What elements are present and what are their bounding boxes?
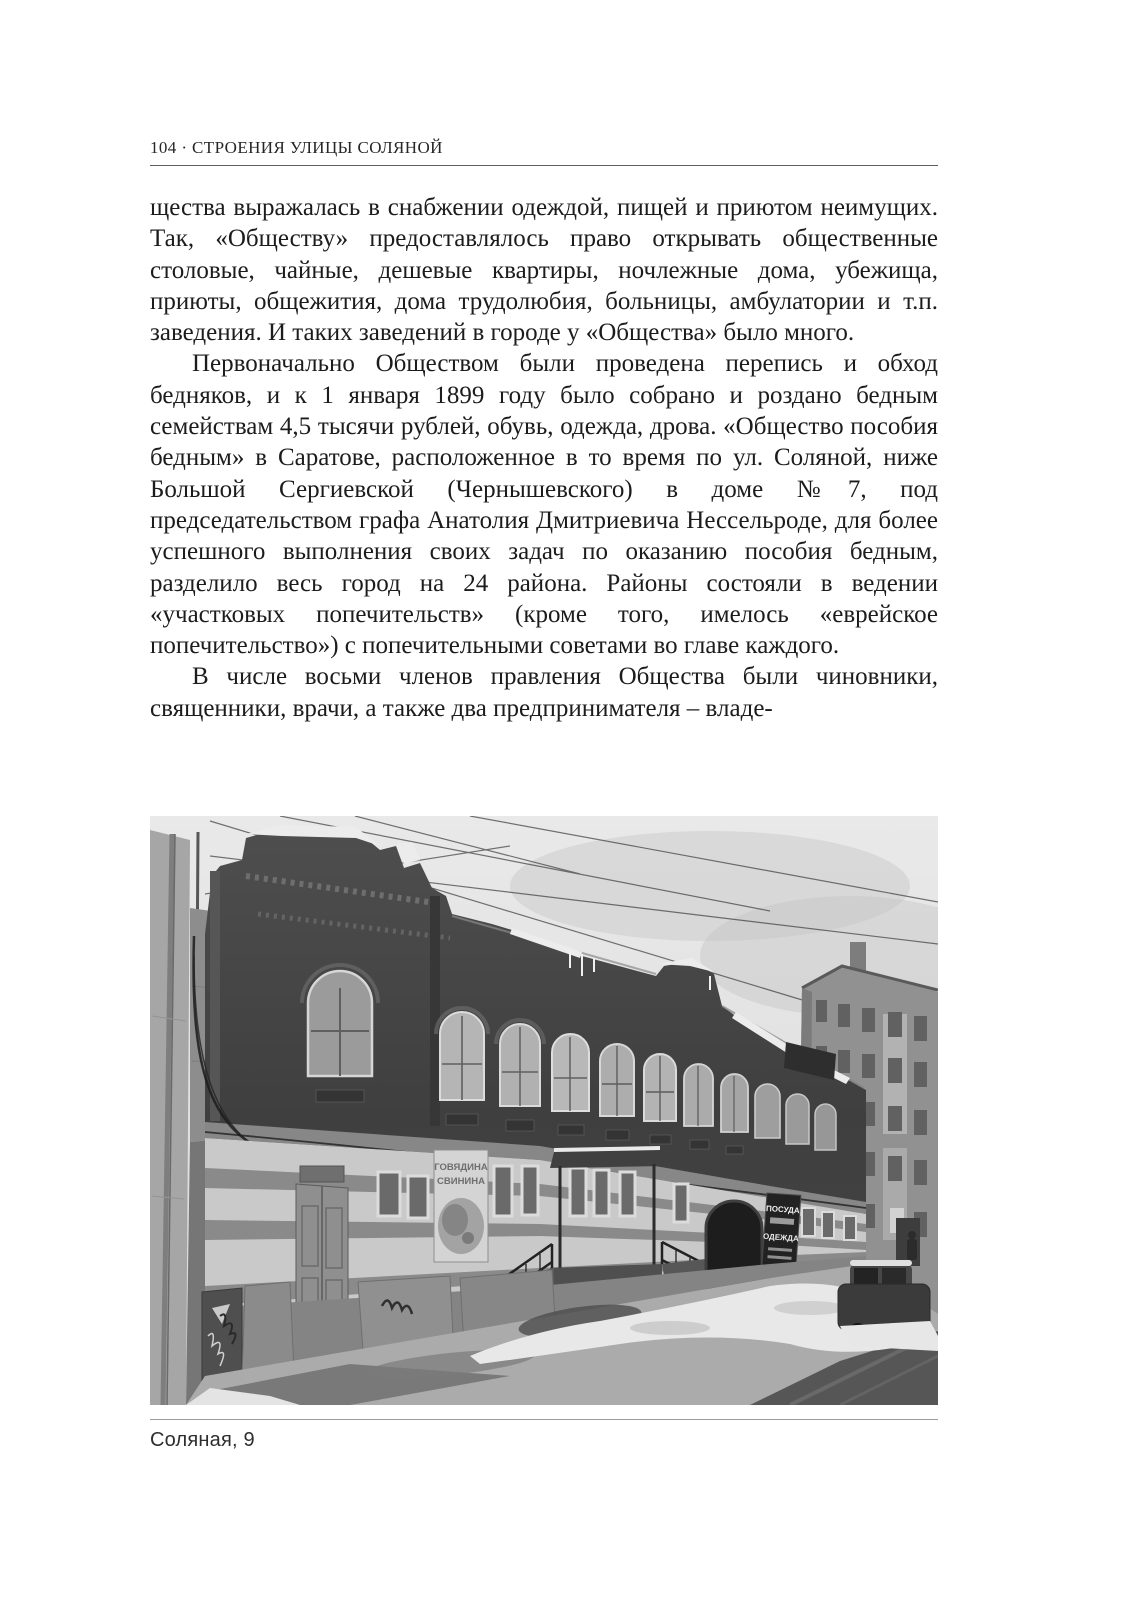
shop-board-line1: ПОСУДА xyxy=(765,1203,800,1216)
paragraph: щества выражалась в снабжении одеждой, пищей и приютом неимущих. Так, «Обществу» предоставлялось право открывать общественные столовые, чайные, дешевые квартиры, ночлежные дома, убежища, приюты, общежития, дома трудолюбия, больницы, амбулатории и т.п. заведения. И таких заведений в городе у «Общества» было много. xyxy=(150,194,938,347)
photo-caption: Соляная, 9 xyxy=(150,1429,255,1451)
meat-banner-line1: ГОВЯДИНА xyxy=(434,1162,488,1173)
pedestrian xyxy=(907,1231,917,1260)
caption-rule xyxy=(150,1419,938,1420)
running-head: 104 · СТРОЕНИЯ УЛИЦЫ СОЛЯНОЙ xyxy=(150,138,443,157)
meat-banner-line2: СВИНИНА xyxy=(437,1176,485,1187)
building-photo-scene xyxy=(150,816,938,1405)
meat-banner-sign xyxy=(434,1150,488,1262)
paragraph: Первоначально Обществом были проведена перепись и обход бедняков, и к 1 января 1899 году было собрано и роздано бедным семействам 4,5 тысячи рублей, обувь, одежда, дрова. «Общество пособия бедным» в Саратове, расположенное в то время по ул. Соляной, ниже Большой Сергиевской (Чернышевского) в доме №7, под председательством графа Анатолия Дмитриевича Нессельроде, для более успешного выполнения своих задач по оказанию пособия бедным, разделило весь город на 24 района. Районы состояли в ведении «участковых попечительств» (кроме того, имелось «еврейское попечительство») с попечительными советами во главе каждого. xyxy=(150,350,938,660)
header-rule xyxy=(150,165,938,166)
shop-board-line2: ОДЕЖДА xyxy=(762,1231,800,1244)
paragraph: В числе восьми членов правления Общества были чиновники, священники, врачи, а также два предпринимателя – владе- xyxy=(150,663,938,722)
article-text xyxy=(150,192,938,788)
building-photo xyxy=(150,816,938,1405)
page-content xyxy=(150,0,938,1452)
